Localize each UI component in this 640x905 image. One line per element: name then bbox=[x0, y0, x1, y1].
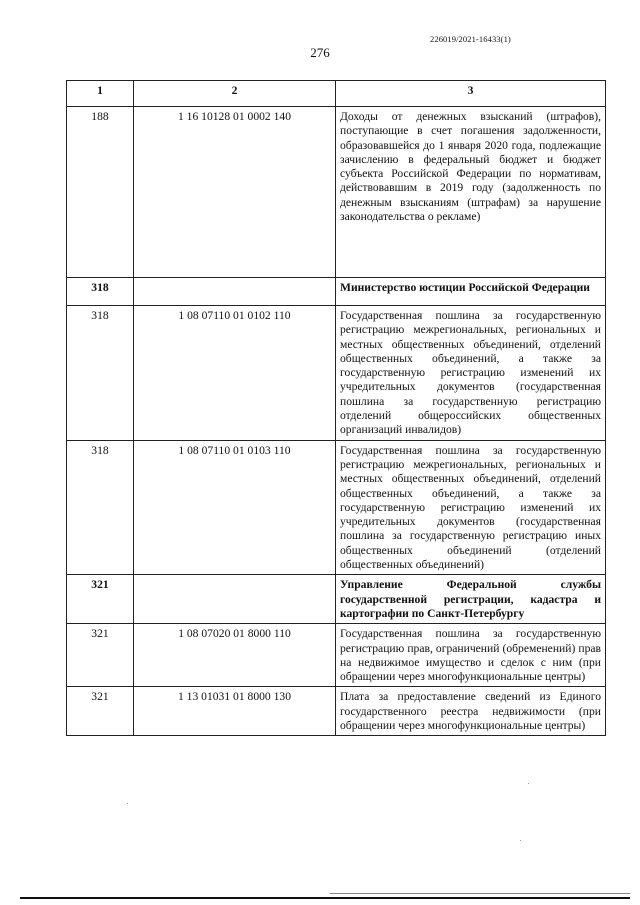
scan-speck bbox=[528, 783, 529, 784]
document-id: 226019/2021-16433(1) bbox=[430, 34, 511, 44]
budget-code bbox=[134, 575, 336, 624]
page-number: 276 bbox=[310, 45, 330, 60]
table-row bbox=[67, 107, 606, 278]
row-description: Государственная пошлина за государственную регистрацию прав, ограничений (обременений) прав на недвижимое имущество и сделок с ним (при обращении через многофункциональные центры) bbox=[336, 624, 606, 687]
row-description: Государственная пошлина за государственную регистрацию межрегиональных, региональных и местных общественных объединений, отделений общественных объединений, а также за государственную регистрацию изменений их учредительных документов (государственная пошлина за государственную регистрацию отделений общероссийских общественных организаций инвалидов) bbox=[336, 306, 606, 441]
section-title: Управление Федеральной службы государственной регистрации, кадастра и картографии по Санкт-Петербургу bbox=[336, 575, 606, 624]
budget-code: 1 13 01031 01 8000 130 bbox=[134, 687, 336, 736]
table-row bbox=[67, 440, 606, 575]
scan-speck bbox=[127, 803, 128, 804]
column-header-1: 1 bbox=[67, 81, 134, 107]
row-description: Государственная пошлина за государственную регистрацию межрегиональных, региональных и местных общественных объединений, отделений общественных объединений, а также за государственную регистрацию изменений их учредительных документов (государственная пошлина за государственную регистрацию иных общественных объединений (отделений общественных объединений) bbox=[336, 440, 606, 575]
table-row bbox=[67, 624, 606, 687]
budget-code bbox=[134, 278, 336, 306]
row-number: 321 bbox=[67, 575, 134, 624]
table-header-row bbox=[67, 81, 606, 107]
section-row bbox=[67, 575, 606, 624]
row-number: 188 bbox=[67, 107, 134, 278]
row-description: Доходы от денежных взысканий (штрафов), поступающие в счет погашения задолженности, образовавшейся до 1 января 2020 года, подлежащие зачислению в федеральный бюджет и бюджет субъекта Российской Федерации по нормативам, действовавшим в 2019 году (задолженность по денежным взысканиям (штрафам) за нарушение законодательства о рекламе) bbox=[336, 107, 606, 278]
budget-code: 1 16 10128 01 0002 140 bbox=[134, 107, 336, 278]
row-number: 318 bbox=[67, 278, 134, 306]
scan-speck bbox=[520, 840, 521, 841]
scan-bottom-edge bbox=[20, 897, 630, 899]
column-header-3: 3 bbox=[336, 81, 606, 107]
row-number: 318 bbox=[67, 440, 134, 575]
row-number: 318 bbox=[67, 306, 134, 441]
budget-code: 1 08 07110 01 0103 110 bbox=[134, 440, 336, 575]
row-number: 321 bbox=[67, 624, 134, 687]
section-title: Министерство юстиции Российской Федерации bbox=[336, 278, 606, 306]
row-description: Плата за предоставление сведений из Единого государственного реестра недвижимости (при обращении через многофункциональные центры) bbox=[336, 687, 606, 736]
section-row bbox=[67, 278, 606, 306]
budget-codes-table bbox=[66, 80, 606, 736]
scan-edge-line bbox=[330, 893, 630, 894]
table-row bbox=[67, 306, 606, 441]
budget-code: 1 08 07020 01 8000 110 bbox=[134, 624, 336, 687]
row-number: 321 bbox=[67, 687, 134, 736]
budget-code: 1 08 07110 01 0102 110 bbox=[134, 306, 336, 441]
table-row bbox=[67, 687, 606, 736]
column-header-2: 2 bbox=[134, 81, 336, 107]
